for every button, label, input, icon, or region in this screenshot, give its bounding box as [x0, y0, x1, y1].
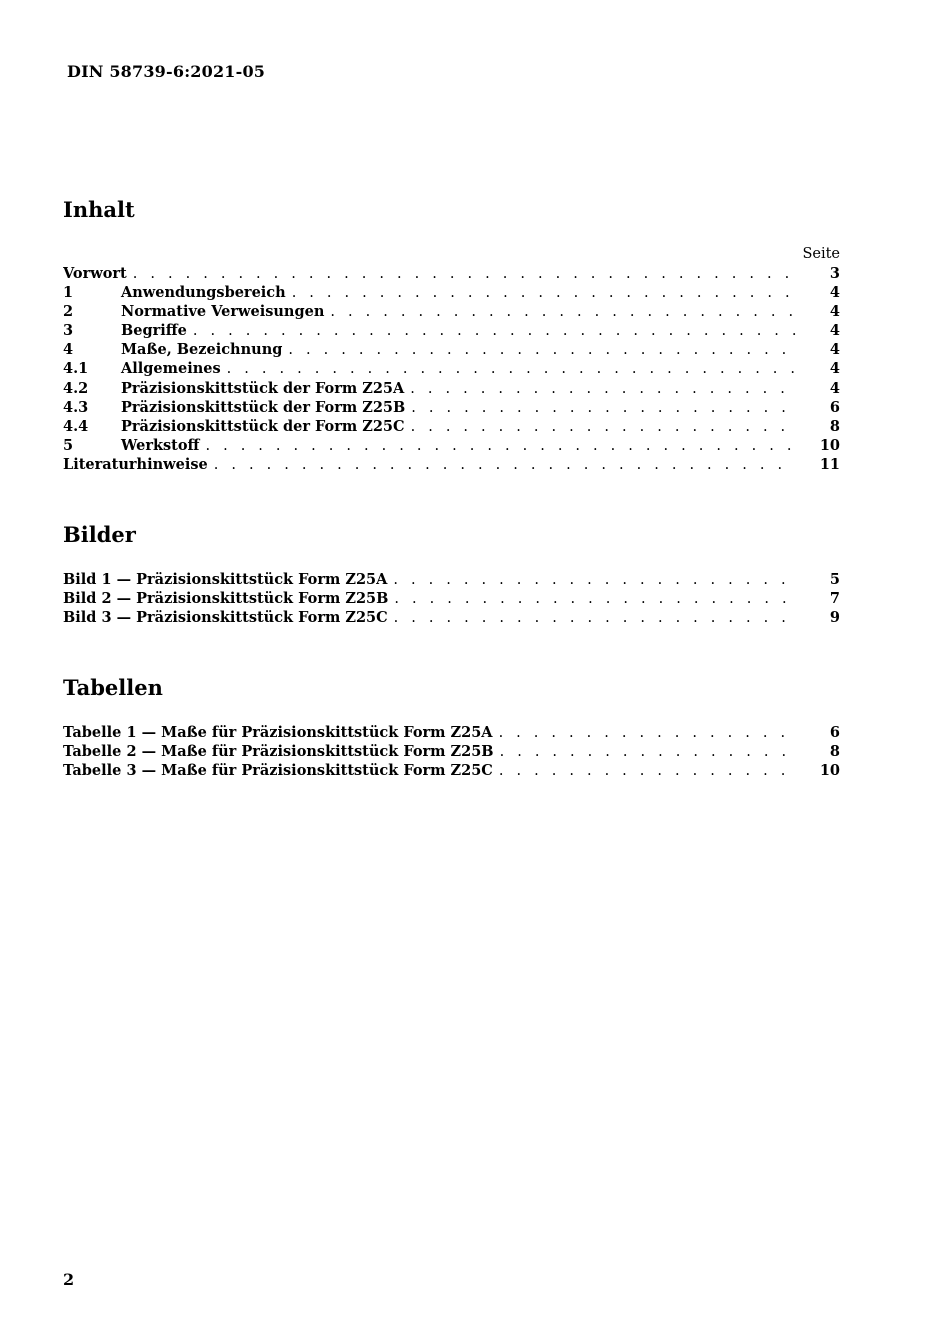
- toc-entry-title: Allgemeines: [121, 360, 221, 378]
- dot-leader: [499, 725, 796, 741]
- toc-entry[interactable]: [63, 418, 840, 437]
- toc-entry-page: 4: [829, 360, 840, 378]
- toc-entry[interactable]: [63, 322, 840, 341]
- toc-entry-title: Präzisionskittstück der Form Z25B: [121, 398, 406, 416]
- dot-leader: [394, 591, 796, 607]
- toc-entry-title: Normative Verweisungen: [121, 303, 325, 321]
- toc-entry-page: 11: [819, 455, 840, 473]
- toc-entry[interactable]: [63, 303, 840, 322]
- toc-entry[interactable]: [63, 284, 840, 303]
- dot-leader: [205, 438, 796, 454]
- page-column-label: Seite: [802, 246, 840, 262]
- dot-leader: [292, 285, 796, 301]
- table-entry-page: 6: [829, 724, 840, 741]
- toc-entry[interactable]: [63, 456, 840, 475]
- dot-leader: [227, 361, 796, 377]
- toc-entry-title: Vorwort: [63, 265, 127, 282]
- dot-leader: [411, 400, 796, 416]
- figure-entry-title: Bild 1 — Präzisionskittstück Form Z25A: [63, 571, 388, 588]
- toc-entry-number: 4.1: [63, 360, 89, 378]
- figure-entry[interactable]: [63, 590, 840, 609]
- toc-entry-page: 4: [829, 284, 840, 302]
- table-entry[interactable]: [63, 762, 840, 781]
- figure-entry-title: Bild 2 — Präzisionskittstück Form Z25B: [63, 590, 389, 608]
- toc-entry-page: 4: [829, 303, 840, 321]
- document-id: DIN 58739-6:2021-05: [67, 62, 266, 81]
- toc-entry-title: Präzisionskittstück der Form Z25A: [121, 379, 405, 397]
- tables-list: [63, 724, 840, 781]
- figure-entry-page: 9: [829, 609, 840, 627]
- toc-entry-title: Maße, Bezeichnung: [121, 341, 283, 359]
- figure-entry-title: Bild 3 — Präzisionskittstück Form Z25C: [63, 609, 388, 627]
- toc-entry[interactable]: [63, 341, 840, 360]
- toc-entry-title: Präzisionskittstück der Form Z25C: [121, 417, 405, 435]
- figure-entry[interactable]: [63, 609, 840, 628]
- toc-entry-number: 4: [63, 341, 74, 359]
- dot-leader: [288, 342, 796, 358]
- toc-entry-title: Begriffe: [121, 322, 187, 340]
- contents-list: [63, 265, 840, 475]
- dot-leader: [214, 457, 796, 473]
- figure-entry[interactable]: [63, 571, 840, 590]
- toc-entry-page: 4: [829, 379, 840, 397]
- dot-leader: [193, 323, 796, 339]
- figure-entry-page: 5: [829, 571, 840, 588]
- dot-leader: [410, 381, 796, 397]
- toc-entry-page: 4: [829, 341, 840, 359]
- figure-entry-page: 7: [829, 590, 840, 608]
- toc-entry-number: 1: [63, 284, 74, 302]
- toc-entry-number: 2: [63, 303, 74, 321]
- toc-entry-number: 4.2: [63, 379, 89, 397]
- toc-entry-title: Anwendungsbereich: [121, 284, 286, 302]
- table-entry-title: Tabelle 3 — Maße für Präzisionskittstück Form Z25C: [63, 762, 493, 780]
- dot-leader: [394, 610, 796, 626]
- table-entry-page: 10: [819, 762, 840, 780]
- table-entry-title: Tabelle 1 — Maße für Präzisionskittstück Form Z25A: [63, 724, 493, 741]
- toc-entry-page: 8: [829, 417, 840, 435]
- page-number: 2: [63, 1270, 75, 1289]
- dot-leader: [330, 304, 796, 320]
- table-entry-title: Tabelle 2 — Maße für Präzisionskittstück Form Z25B: [63, 743, 494, 761]
- contents-heading: Inhalt: [63, 197, 135, 222]
- dot-leader: [499, 763, 796, 779]
- toc-entry-number: 4.4: [63, 417, 89, 435]
- table-entry[interactable]: [63, 743, 840, 762]
- toc-entry-page: 10: [819, 436, 840, 454]
- toc-entry-number: 3: [63, 322, 74, 340]
- toc-entry-number: 4.3: [63, 398, 89, 416]
- tables-heading: Tabellen: [63, 675, 163, 700]
- toc-entry[interactable]: [63, 437, 840, 456]
- toc-entry-number: 5: [63, 436, 74, 454]
- toc-entry[interactable]: [63, 360, 840, 379]
- toc-entry-title: Literaturhinweise: [63, 455, 208, 473]
- toc-entry[interactable]: [63, 380, 840, 399]
- dot-leader: [411, 419, 796, 435]
- dot-leader: [133, 266, 796, 282]
- table-entry-page: 8: [829, 743, 840, 761]
- toc-entry-title: Werkstoff: [121, 436, 200, 454]
- dot-leader: [500, 744, 796, 760]
- toc-entry-page: 6: [829, 398, 840, 416]
- dot-leader: [393, 572, 796, 588]
- toc-entry[interactable]: [63, 265, 840, 284]
- toc-entry-page: 3: [829, 265, 840, 282]
- figures-list: [63, 571, 840, 628]
- toc-entry-page: 4: [829, 322, 840, 340]
- table-entry[interactable]: [63, 724, 840, 743]
- toc-entry[interactable]: [63, 399, 840, 418]
- figures-heading: Bilder: [63, 522, 136, 547]
